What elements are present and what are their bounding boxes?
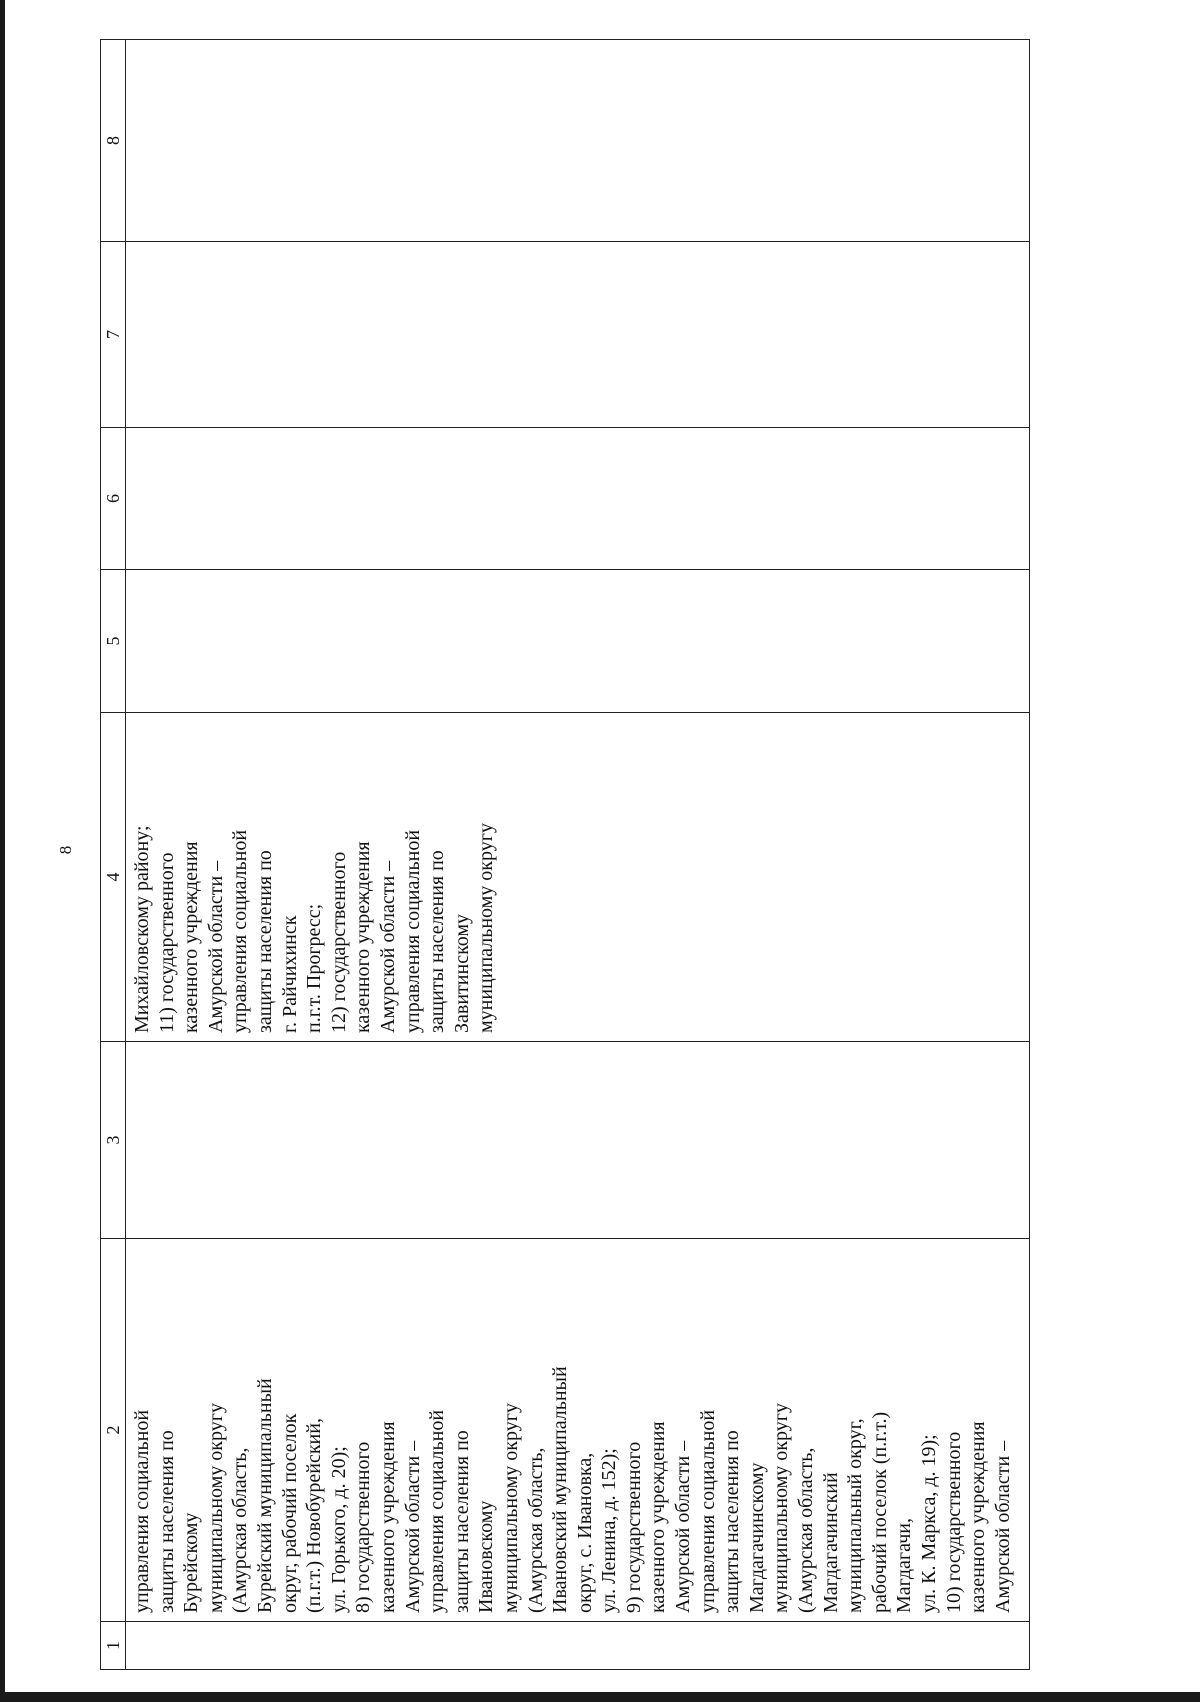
page-number: 8 [56,845,75,855]
cell-text-line: муниципальному округу [770,1403,793,1613]
cell-text-line: управления социальной [696,1409,719,1613]
column-header-3: 3 [101,1042,126,1239]
cell-text-line: (Амурская область, [524,1447,547,1613]
cell-text-line: защиты населения по [253,850,276,1033]
column-header-8: 8 [101,40,126,242]
cell-text-line: Амурской области – [991,1440,1014,1613]
cell-text-line: ул. Ленина, д. 152); [598,1448,621,1613]
cell-text-line: управления социальной [131,1409,153,1613]
cell-text-line: округ, рабочий поселок [278,1413,301,1613]
cell-text-line: Завитинскому [450,913,473,1033]
cell-text-line: Амурской области – [672,1440,695,1613]
column-header-1: 1 [101,1622,126,1670]
cell-text-line: казенного учреждения [967,1421,990,1613]
cell-text-line: Амурской области – [376,860,399,1033]
scan-frame-left [0,0,5,1702]
cell-col8 [126,40,1030,242]
cell-text-line: Магдагачинский [819,1472,842,1613]
rotated-table-container [100,40,1030,1670]
cell-col5 [126,570,1030,713]
cell-text-line: 9) государственного [622,1441,645,1613]
cell-text-line: Амурской области – [204,860,227,1033]
cell-text-line: Магдагачи, [893,1518,916,1613]
document-table [100,39,1030,1670]
cell-text-line: муниципальный округ, [844,1418,867,1613]
cell-text-line: Бурейский муниципальный [253,1378,276,1613]
cell-col7 [126,242,1030,428]
cell-text-line: (п.г.т.) Новобурейский, [303,1418,326,1613]
cell-text-line: п.г.т. Прогресс; [303,903,326,1033]
cell-text-line: казенного учреждения [352,841,375,1033]
cell-text-line: казенного учреждения [376,1421,399,1613]
cell-text-line: казенного учреждения [647,1421,670,1613]
column-header-4: 4 [101,713,126,1042]
cell-text-line: защиты населения по [721,1430,744,1613]
cell-text-line: рабочий поселок (п.г.т.) [868,1411,891,1613]
cell-text-line: муниципальному округу [499,1403,522,1613]
cell-text-line: защиты населения по [155,1430,178,1613]
column-header-5: 5 [101,570,126,713]
cell-text-line: управления социальной [229,829,252,1033]
cell-text-line: Магдагачинскому [745,1462,768,1613]
cell-text-line: 11) государственного [155,852,178,1033]
column-header-6: 6 [101,428,126,570]
cell-col3 [126,1042,1030,1239]
cell-text-line: (Амурская область, [229,1447,252,1613]
column-header-7: 7 [101,242,126,428]
cell-text-line: управления социальной [426,1409,449,1613]
cell-text-line: муниципальному округу [204,1403,227,1613]
table-header-row [101,40,126,1670]
column-header-2: 2 [101,1239,126,1622]
cell-text-line: казенного учреждения [180,841,203,1033]
cell-text-line: (Амурская область, [795,1447,818,1613]
cell-text-line: ул. Горького, д. 20); [327,1446,350,1613]
table-row [126,40,1030,1670]
cell-text-line: округ, с. Ивановка, [573,1452,596,1613]
cell-text-line: Бурейскому [180,1512,203,1613]
cell-text-line: Амурской области – [401,1440,424,1613]
cell-text-line: 10) государственного [942,1431,965,1613]
cell-text-line: Ивановский муниципальный [549,1366,572,1613]
cell-text-line: защиты населения по [426,850,449,1033]
cell-text-line: муниципальному округу [475,823,498,1033]
cell-col1 [126,1622,1030,1670]
cell-text-line: управления социальной [401,829,424,1033]
cell-col2 [126,1239,1030,1622]
cell-text-line: 8) государственного [352,1441,375,1613]
scan-frame-bottom [0,1692,1200,1702]
cell-text-line: ул. К. Маркса, д. 19); [918,1434,940,1613]
cell-text-line: Михайловскому району; [131,825,153,1033]
cell-col6 [126,428,1030,570]
cell-col4 [126,713,1030,1042]
cell-text-line: г. Райчихинск [278,915,301,1033]
cell-text-line: 12) государственного [327,851,350,1033]
cell-text-line: Ивановскому [475,1500,498,1613]
cell-text-line: защиты населения по [450,1430,473,1613]
